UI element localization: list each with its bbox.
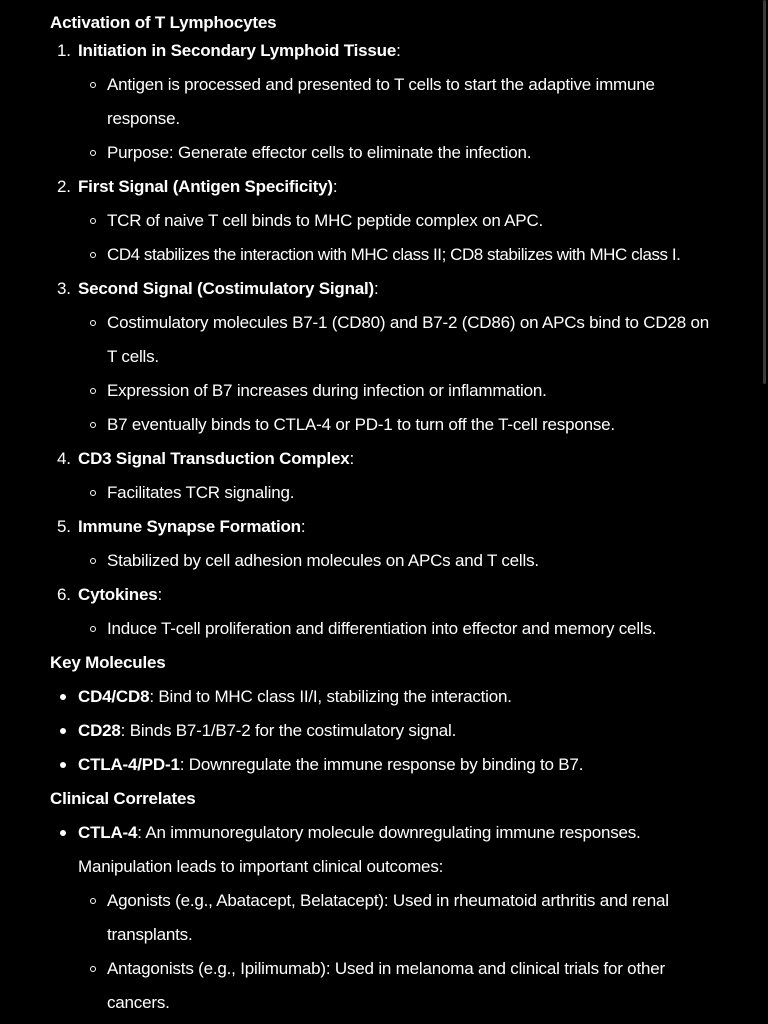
step-suffix: : [332,177,338,196]
sub-item-text: TCR of naive T cell binds to MHC peptide complex on APC. [107,211,544,230]
hollow-bullet-icon [90,320,96,326]
sub-item-text: Facilitates TCR signaling. [107,483,295,502]
sub-item-text: Stabilized by cell adhesion molecules on APCs and T cells. [107,551,539,570]
sub-item [50,306,717,374]
scrollbar[interactable] [763,0,766,384]
step-4 [50,442,750,476]
term: CTLA-4/PD-1 [78,755,180,774]
bullet-icon [60,694,66,700]
step-5 [50,510,750,544]
step-suffix: : [349,449,355,468]
step-suffix: : [374,279,379,298]
sub-item [50,136,750,170]
list-item [50,714,750,748]
bullet-icon [60,762,66,768]
step-suffix: : [300,517,306,536]
sub-item-text: Expression of B7 increases during infection or inflammation. [107,381,547,400]
step-number: 6. [57,585,71,604]
bullet-icon [60,728,66,734]
step-suffix: : [157,585,162,604]
sub-item-text: Antigen is processed and presented to T cells to start the adaptive immune response. [107,75,655,128]
term: CD4/CD8 [78,687,150,706]
step-label: Initiation in Secondary Lymphoid Tissue [78,41,397,60]
hollow-bullet-icon [90,218,96,224]
step-label: Second Signal (Costimulatory Signal) [78,279,375,298]
document-body [50,0,750,1020]
sub-item-text: CD4 stabilizes the interaction with MHC class II; CD8 stabilizes with MHC class I. [107,245,681,264]
sub-item-text: Induce T-cell proliferation and differentiation into effector and memory cells. [107,619,657,638]
bullet-icon [60,830,66,836]
definition: : Binds B7-1/B7-2 for the costimulatory signal. [120,721,457,740]
step-number: 2. [57,177,71,196]
hollow-bullet-icon [90,898,96,904]
sub-item-text: Antagonists (e.g., Ipilimumab): Used in melanoma and clinical trials for other cancers. [107,959,665,1012]
hollow-bullet-icon [90,558,96,564]
definition: : Bind to MHC class II/I, stabilizing the interaction. [149,687,512,706]
hollow-bullet-icon [90,82,96,88]
step-suffix: : [396,41,401,60]
hollow-bullet-icon [90,966,96,972]
step-label: First Signal (Antigen Specificity) [78,177,333,196]
term: CTLA-4 [78,823,138,842]
step-number: 1. [57,41,71,60]
step-number: 4. [57,449,71,468]
definition: : Downregulate the immune response by binding to B7. [179,755,584,774]
hollow-bullet-icon [90,388,96,394]
step-2 [50,170,750,204]
list-item [50,680,750,714]
clinical-correlates-heading: Clinical Correlates [50,789,196,808]
sub-item-text: Agonists (e.g., Abatacept, Belatacept): Used in rheumatoid arthritis and renal transplants. [107,891,669,944]
sub-item-text: B7 eventually binds to CTLA-4 or PD-1 to turn off the T-cell response. [107,415,615,434]
sub-item [50,884,697,952]
sub-item [50,374,750,408]
step-label: Cytokines [78,585,158,604]
list-item [50,816,663,884]
step-3 [50,272,750,306]
document-title: Activation of T Lymphocytes [50,13,277,32]
sub-item [50,544,750,578]
step-label: CD3 Signal Transduction Complex [78,449,350,468]
key-molecules-heading: Key Molecules [50,653,166,672]
sub-item [50,476,750,510]
hollow-bullet-icon [90,422,96,428]
hollow-bullet-icon [90,252,96,258]
sub-item [50,612,750,646]
step-1 [50,34,750,68]
sub-item [50,204,750,238]
hollow-bullet-icon [90,626,96,632]
step-number: 5. [57,517,71,536]
sub-item-text: Costimulatory molecules B7-1 (CD80) and B7-2 (CD86) on APCs bind to CD28 on T cells. [107,313,709,366]
hollow-bullet-icon [90,490,96,496]
list-item [50,748,750,782]
step-6 [50,578,750,612]
sub-item [50,238,750,272]
hollow-bullet-icon [90,150,96,156]
definition: : An immunoregulatory molecule downregulating immune responses. Manipulation leads to important clinical outcomes: [78,823,641,876]
sub-item-text: Purpose: Generate effector cells to eliminate the infection. [107,143,532,162]
step-number: 3. [57,279,71,298]
sub-item [50,408,750,442]
sub-item [50,952,697,1020]
step-label: Immune Synapse Formation [78,517,301,536]
term: CD28 [78,721,121,740]
sub-item [50,68,707,136]
